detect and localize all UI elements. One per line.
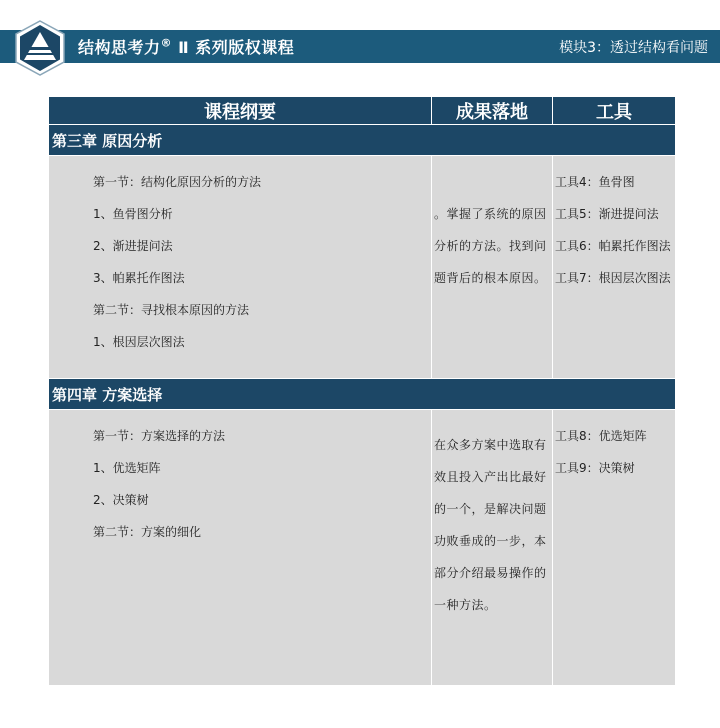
list-item: 工具8：优选矩阵 [555,429,647,443]
column-header-outline: 课程纲要 [49,97,432,125]
list-item: 1、鱼骨图分析 [93,207,173,221]
list-item: 工具4：鱼骨图 [555,175,635,189]
chapter-row [49,379,676,410]
header-bar [0,30,720,63]
result-text: 。掌握了系统的原因分析的方法。找到问题背后的根本原因。 [434,207,547,285]
course-title [78,35,294,58]
table-row [49,410,676,686]
list-item: 工具5：渐进提问法 [555,207,659,221]
registered-mark: ® [160,36,173,50]
column-header-tools: 工具 [553,97,676,125]
result-cell [432,410,553,686]
outline-cell [49,410,432,686]
outline-list [49,410,431,548]
list-item: 工具7：根因层次图法 [555,271,671,285]
chapter-row [49,125,676,156]
list-item: 3、帕累托作图法 [93,271,185,285]
list-item: 第一节：结构化原因分析的方法 [93,175,262,189]
tools-list [553,410,675,484]
chapter-title: 第三章 原因分析 [49,125,676,156]
list-item: 工具6：帕累托作图法 [555,239,671,253]
list-item: 工具9：决策树 [555,461,635,475]
list-item: 第一节：方案选择的方法 [93,429,226,443]
course-table [48,96,676,686]
list-item: 第二节：寻找根本原因的方法 [93,303,250,317]
list-item: 第二节：方案的细化 [93,525,202,539]
module-label: 模块3：透过结构看问题 [559,40,708,56]
course-title-rest: Ⅱ 系列版权课程 [172,38,295,57]
tools-cell [553,156,676,379]
outline-list [49,156,431,358]
list-item: 2、渐进提问法 [93,239,173,253]
result-cell [432,156,553,379]
tools-list [553,156,675,294]
tools-cell [553,410,676,686]
outline-cell [49,156,432,379]
table-row [49,156,676,379]
hexagon-triangle-logo-icon [14,20,66,76]
list-item: 1、根因层次图法 [93,335,185,349]
list-item: 1、优选矩阵 [93,461,161,475]
chapter-title: 第四章 方案选择 [49,379,676,410]
table-header-row [49,97,676,125]
result-text: 在众多方案中选取有效且投入产出比最好的一个，是解决问题功败垂成的一步，本部分介绍最易操作的一种方法。 [434,438,547,612]
list-item: 2、决策树 [93,493,149,507]
course-title-main: 结构思考力 [78,38,161,57]
column-header-results: 成果落地 [432,97,553,125]
